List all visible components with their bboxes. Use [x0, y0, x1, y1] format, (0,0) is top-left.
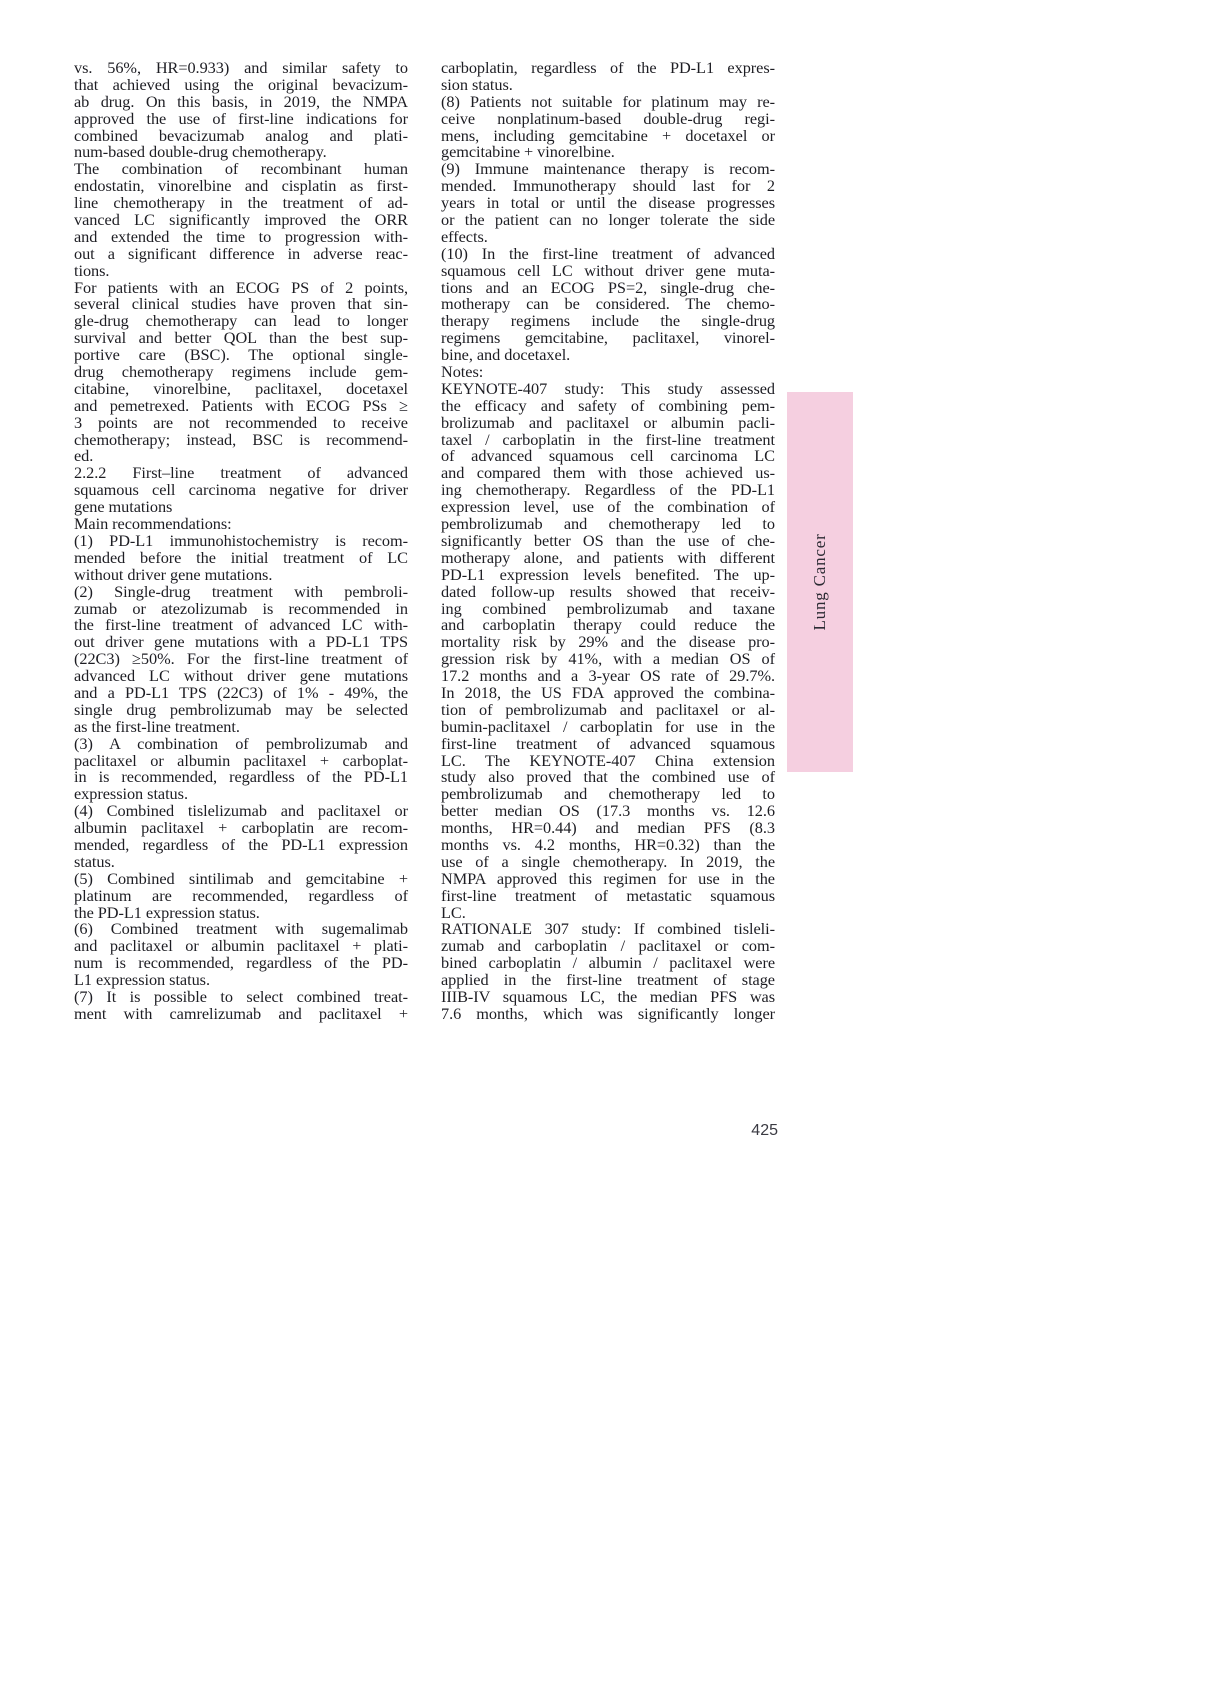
text-line: gle-drug chemotherapy can lead to longer	[74, 311, 408, 331]
text-column-left	[74, 60, 408, 1023]
text-line: survival and better QOL than the best sup-	[74, 328, 408, 348]
text-line: gression risk by 41%, with a median OS of	[441, 649, 775, 669]
text-line: mens, including gemcitabine + docetaxel or	[441, 125, 775, 145]
text-line: bined carboplatin / albumin / paclitaxel were	[441, 953, 775, 973]
text-line: citabine, vinorelbine, paclitaxel, docetaxel	[74, 378, 408, 398]
text-line: status.	[74, 851, 115, 871]
text-line: The combination of recombinant human	[74, 159, 408, 179]
text-line: advanced LC without driver gene mutations	[74, 666, 408, 686]
text-line: bumin-paclitaxel / carboplatin for use in the	[441, 716, 775, 736]
text-line: LC.	[441, 902, 466, 922]
text-line: mended. Immunotherapy should last for 2	[441, 176, 775, 196]
text-line: in is recommended, regardless of the PD-L1	[74, 767, 408, 787]
text-line: expression level, use of the combination of	[441, 497, 775, 517]
text-line: In 2018, the US FDA approved the combina-	[441, 682, 775, 702]
text-line: tions and an ECOG PS=2, single-drug che-	[441, 277, 775, 297]
text-line: first-line treatment of metastatic squamous	[441, 885, 775, 905]
text-line: or the patient can no longer tolerate the side	[441, 210, 775, 230]
text-line: brolizumab and paclitaxel or albumin pacli-	[441, 412, 775, 432]
text-line: gene mutations	[74, 497, 173, 517]
paragraph	[74, 921, 408, 989]
paragraph	[441, 921, 775, 1022]
paragraph	[441, 378, 775, 922]
text-line: out a significant difference in adverse reac-	[74, 243, 408, 263]
paragraph	[74, 803, 408, 871]
text-line: use of a single chemotherapy. In 2019, the	[441, 851, 775, 871]
text-line: first-line treatment of advanced squamous	[441, 733, 775, 753]
text-line: (7) It is possible to select combined treat-	[74, 986, 408, 1006]
paragraph	[74, 161, 408, 279]
text-line: vanced LC significantly improved the ORR	[74, 210, 408, 230]
text-line: without driver gene mutations.	[74, 564, 273, 584]
text-line: ing chemotherapy. Regardless of the PD-L1	[441, 480, 775, 500]
text-line: (3) A combination of pembrolizumab and	[74, 733, 408, 753]
text-line: zumab or atezolizumab is recommended in	[74, 598, 408, 618]
text-line: and extended the time to progression with-	[74, 226, 408, 246]
text-line: expression status.	[74, 784, 188, 804]
text-line: line chemotherapy in the treatment of ad-	[74, 193, 408, 213]
text-line: 7.6 months, which was significantly longer	[441, 1003, 775, 1023]
text-line: tions.	[74, 260, 110, 280]
text-line: paclitaxel or albumin paclitaxel + carboplat-	[74, 750, 408, 770]
text-line: pembrolizumab and chemotherapy led to	[441, 784, 775, 804]
text-line: out driver gene mutations with a PD-L1 TPS	[74, 632, 408, 652]
text-line: study also proved that the combined use of	[441, 767, 775, 787]
text-line: portive care (BSC). The optional single-	[74, 345, 408, 365]
text-line: L1 expression status.	[74, 970, 210, 990]
text-line: Notes:	[441, 362, 484, 382]
text-line: RATIONALE 307 study: If combined tisleli-	[441, 919, 775, 939]
chapter-tab-label: Lung Cancer	[810, 533, 829, 631]
paragraph	[74, 581, 408, 736]
text-line: (22C3) ≥50%. For the first-line treatment of	[74, 649, 408, 669]
text-line: (10) In the first-line treatment of advanced	[441, 243, 775, 263]
text-column-right	[441, 60, 775, 1023]
text-line: (8) Patients not suitable for platinum may re-	[441, 91, 775, 111]
text-line: squamous cell carcinoma negative for driver	[74, 480, 408, 500]
text-line: num-based double-drug chemotherapy.	[74, 142, 327, 162]
text-line: (6) Combined treatment with sugemalimab	[74, 919, 408, 939]
text-line: ment with camrelizumab and paclitaxel +	[74, 1003, 408, 1023]
text-line: several clinical studies have proven that sin-	[74, 294, 408, 314]
text-line: motherapy can be considered. The chemo-	[441, 294, 775, 314]
text-line: months vs. 4.2 months, HR=0.32) than the	[441, 834, 775, 854]
paragraph	[74, 60, 408, 161]
text-line: mortality risk by 29% and the disease pro-	[441, 632, 775, 652]
text-line: of advanced squamous cell carcinoma LC	[441, 446, 775, 466]
text-line: (4) Combined tislelizumab and paclitaxel or	[74, 801, 408, 821]
text-line: motherapy alone, and patients with different	[441, 547, 775, 567]
text-line: IIIB-IV squamous LC, the median PFS was	[441, 986, 775, 1006]
text-line: significantly better OS than the use of che-	[441, 530, 775, 550]
paragraph	[74, 277, 408, 466]
text-line: (2) Single-drug treatment with pembroli-	[74, 581, 408, 601]
text-line: drug chemotherapy regimens include gem-	[74, 362, 408, 382]
text-line: KEYNOTE-407 study: This study assessed	[441, 378, 775, 398]
text-line: mended, regardless of the PD-L1 expression	[74, 834, 408, 854]
text-line: tion of pembrolizumab and paclitaxel or al-	[441, 699, 775, 719]
text-line: PD-L1 expression levels benefited. The up-	[441, 564, 775, 584]
text-line: combined bevacizumab analog and plati-	[74, 125, 408, 145]
text-line: ab drug. On this basis, in 2019, the NMPA	[74, 91, 408, 111]
text-line: platinum are recommended, regardless of	[74, 885, 408, 905]
paragraph	[441, 60, 775, 94]
paragraph	[74, 733, 408, 804]
text-line: and a PD-L1 TPS (22C3) of 1% - 49%, the	[74, 682, 408, 702]
text-line: and paclitaxel or albumin paclitaxel + plati-	[74, 936, 408, 956]
text-line: (9) Immune maintenance therapy is recom-	[441, 159, 775, 179]
text-line: vs. 56%, HR=0.933) and similar safety to	[74, 58, 408, 77]
text-line: bine, and docetaxel.	[441, 345, 571, 365]
paragraph	[441, 243, 775, 365]
text-line: the efficacy and safety of combining pem-	[441, 395, 775, 415]
text-line: carboplatin, regardless of the PD-L1 expres-	[441, 58, 775, 77]
text-line: gemcitabine + vinorelbine.	[441, 142, 615, 162]
text-line: pembrolizumab and chemotherapy led to	[441, 514, 775, 534]
paragraph	[74, 465, 408, 516]
text-line: effects.	[441, 226, 488, 246]
text-line: (5) Combined sintilimab and gemcitabine +	[74, 868, 408, 888]
text-line: and carboplatin therapy could reduce the	[441, 615, 775, 635]
text-line: 3 points are not recommended to receive	[74, 412, 408, 432]
text-line: applied in the first-line treatment of stage	[441, 970, 775, 990]
text-line: approved the use of first-line indications for	[74, 108, 408, 128]
text-line: squamous cell LC without driver gene muta-	[441, 260, 775, 280]
text-line: ceive nonplatinum-based double-drug regi-	[441, 108, 775, 128]
text-line: (1) PD-L1 immunohistochemistry is recom-	[74, 530, 408, 550]
text-line: 17.2 months and a 3-year OS rate of 29.7%.	[441, 666, 775, 686]
text-line: years in total or until the disease progresses	[441, 193, 775, 213]
text-line: dated follow-up results showed that receiv-	[441, 581, 775, 601]
text-line: as the first-line treatment.	[74, 716, 240, 736]
text-line: the PD-L1 expression status.	[74, 902, 260, 922]
text-line: months, HR=0.44) and median PFS (8.3	[441, 818, 775, 838]
text-line: taxel / carboplatin in the first-line treatment	[441, 429, 775, 449]
text-line: ed.	[74, 446, 94, 466]
text-line: the first-line treatment of advanced LC with-	[74, 615, 408, 635]
text-line: therapy regimens include the single-drug	[441, 311, 775, 331]
text-line: mended before the initial treatment of LC	[74, 547, 408, 567]
paragraph	[74, 986, 408, 1023]
text-line: ing combined pembrolizumab and taxane	[441, 598, 775, 618]
text-line: single drug pembrolizumab may be selected	[74, 699, 408, 719]
paragraph	[74, 530, 408, 584]
text-line: that achieved using the original bevacizum-	[74, 74, 408, 94]
text-line: sion status.	[441, 74, 513, 94]
text-line: NMPA approved this regimen for use in the	[441, 868, 775, 888]
text-line: num is recommended, regardless of the PD-	[74, 953, 408, 973]
text-line: albumin paclitaxel + carboplatin are recom-	[74, 818, 408, 838]
text-line: zumab and carboplatin / paclitaxel or com-	[441, 936, 775, 956]
chapter-tab	[787, 392, 853, 772]
paragraph	[441, 161, 775, 245]
page-number: 425	[751, 1122, 778, 1139]
text-line: and compared them with those achieved us-	[441, 463, 775, 483]
paragraph	[441, 91, 775, 162]
paragraph	[74, 868, 408, 922]
text-line: LC. The KEYNOTE-407 China extension	[441, 750, 775, 770]
text-line: Main recommendations:	[74, 514, 232, 534]
text-line: chemotherapy; instead, BSC is recommend-	[74, 429, 408, 449]
text-line: better median OS (17.3 months vs. 12.6	[441, 801, 775, 821]
text-line: endostatin, vinorelbine and cisplatin as first-	[74, 176, 408, 196]
text-line: For patients with an ECOG PS of 2 points,	[74, 277, 408, 297]
text-line: and pemetrexed. Patients with ECOG PSs ≥	[74, 395, 408, 415]
text-line: regimens gemcitabine, paclitaxel, vinorel-	[441, 328, 775, 348]
text-line: 2.2.2 First–line treatment of advanced	[74, 463, 408, 483]
